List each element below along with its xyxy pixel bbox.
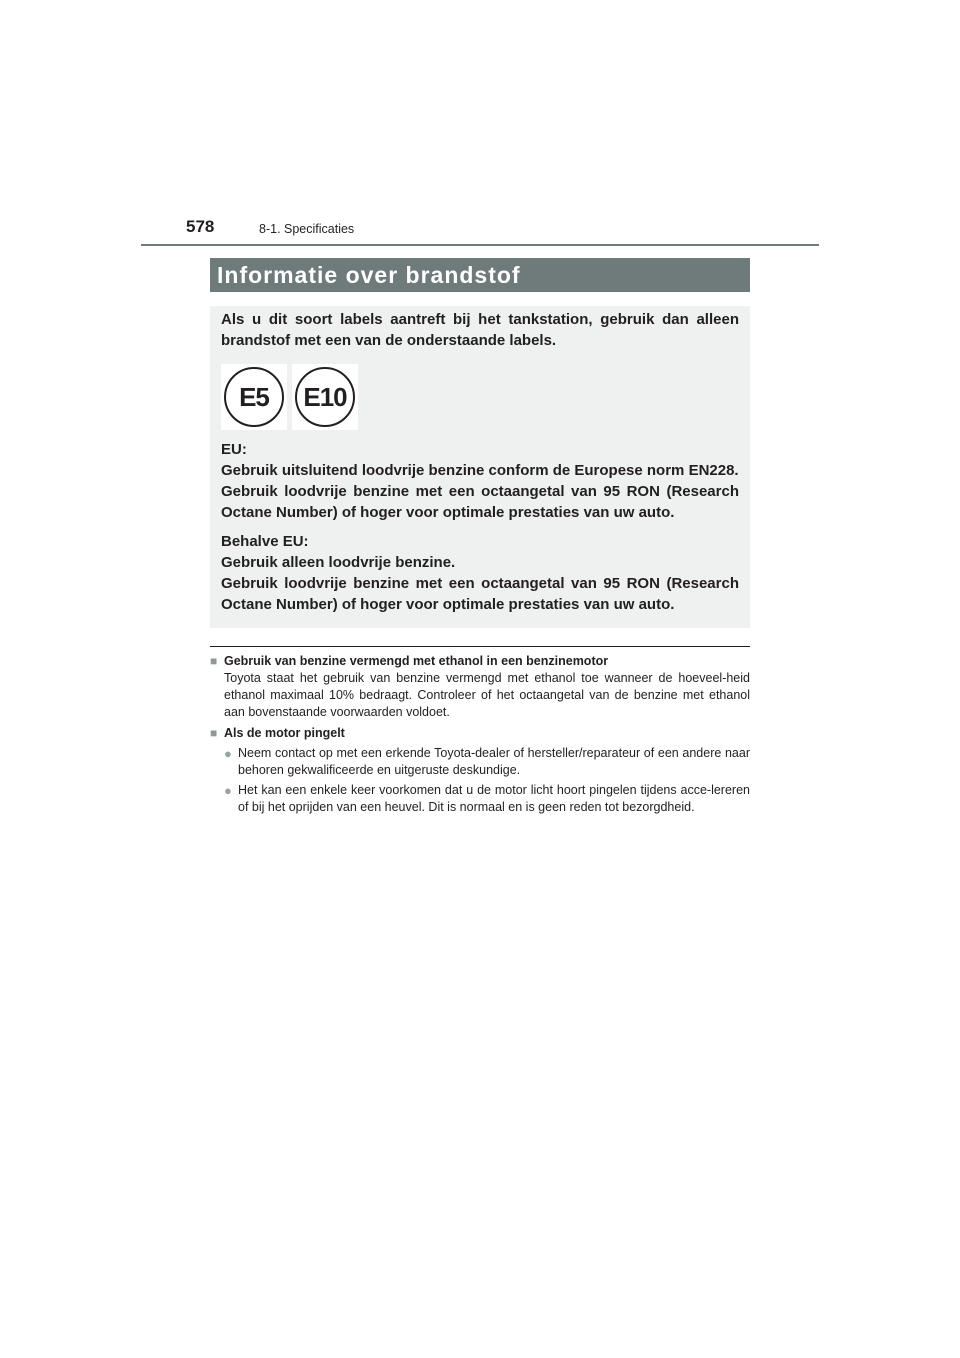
fuel-info-box [210, 306, 750, 628]
circle-bullet-icon: ● [224, 746, 232, 761]
circle-bullet-icon: ● [224, 783, 232, 798]
page-number: 578 [186, 217, 215, 236]
header-rule [141, 244, 819, 246]
eu-line-2: Gebruik loodvrije benzine met een octaangetal van 95 RON (Research Octane Number) of hoger voor optimale prestaties van uw auto. [221, 483, 739, 521]
non-eu-line-2: Gebruik loodvrije benzine met een octaangetal van 95 RON (Research Octane Number) of hoger voor optimale prestaties van uw auto. [221, 575, 739, 613]
list-item: ● Het kan een enkele keer voorkomen dat u de motor licht hoort pingelen tijdens acce-lereren of bij het oprijden van een heuvel. Dit is normaal en is geen reden tot bezorgdheid. [224, 783, 750, 814]
note-knocking [210, 725, 750, 816]
non-eu-line-1: Gebruik alleen loodvrije benzine. [221, 554, 456, 571]
fuel-label-e10-icon: E10 [295, 367, 355, 427]
section-label: 8-1. Specificaties [259, 222, 355, 236]
fuel-label-e5-icon: E5 [224, 367, 284, 427]
square-bullet-icon: ■ [210, 654, 218, 668]
note-knocking-heading: ■ Als de motor pingelt [210, 726, 345, 740]
non-eu-heading: Behalve EU: [221, 533, 309, 550]
list-item: ● Neem contact op met een erkende Toyota-dealer of hersteller/reparateur of een andere naar behoren gekwalificeerde en uitgeruste deskundige. [224, 746, 750, 777]
intro-text: Als u dit soort labels aantreft bij het tankstation, gebruik dan alleen brandstof met een van de onderstaande labels. [221, 311, 739, 349]
fuel-label-e10 [292, 364, 358, 430]
fuel-label-e5 [221, 364, 287, 430]
note-ethanol-body: Toyota staat het gebruik van benzine vermengd met ethanol toe wanneer de hoeveel-heid ethanol maximaal 10% bedraagt. Controleer of het octaangetal van de benzine met ethanol aan bovenstaande voorwaarden voldoet. [224, 671, 750, 719]
eu-heading: EU: [221, 441, 247, 458]
eu-line-1: Gebruik uitsluitend loodvrije benzine conform de Europese norm EN228. [221, 462, 739, 479]
fuel-labels [221, 364, 739, 430]
note-ethanol [210, 653, 750, 721]
square-bullet-icon: ■ [210, 726, 218, 740]
notes-divider [210, 646, 750, 647]
note-ethanol-heading: ■ Gebruik van benzine vermengd met ethanol in een benzinemotor [210, 654, 609, 668]
section-title-bar [210, 258, 750, 292]
section-title: Informatie over brandstof [217, 262, 521, 288]
